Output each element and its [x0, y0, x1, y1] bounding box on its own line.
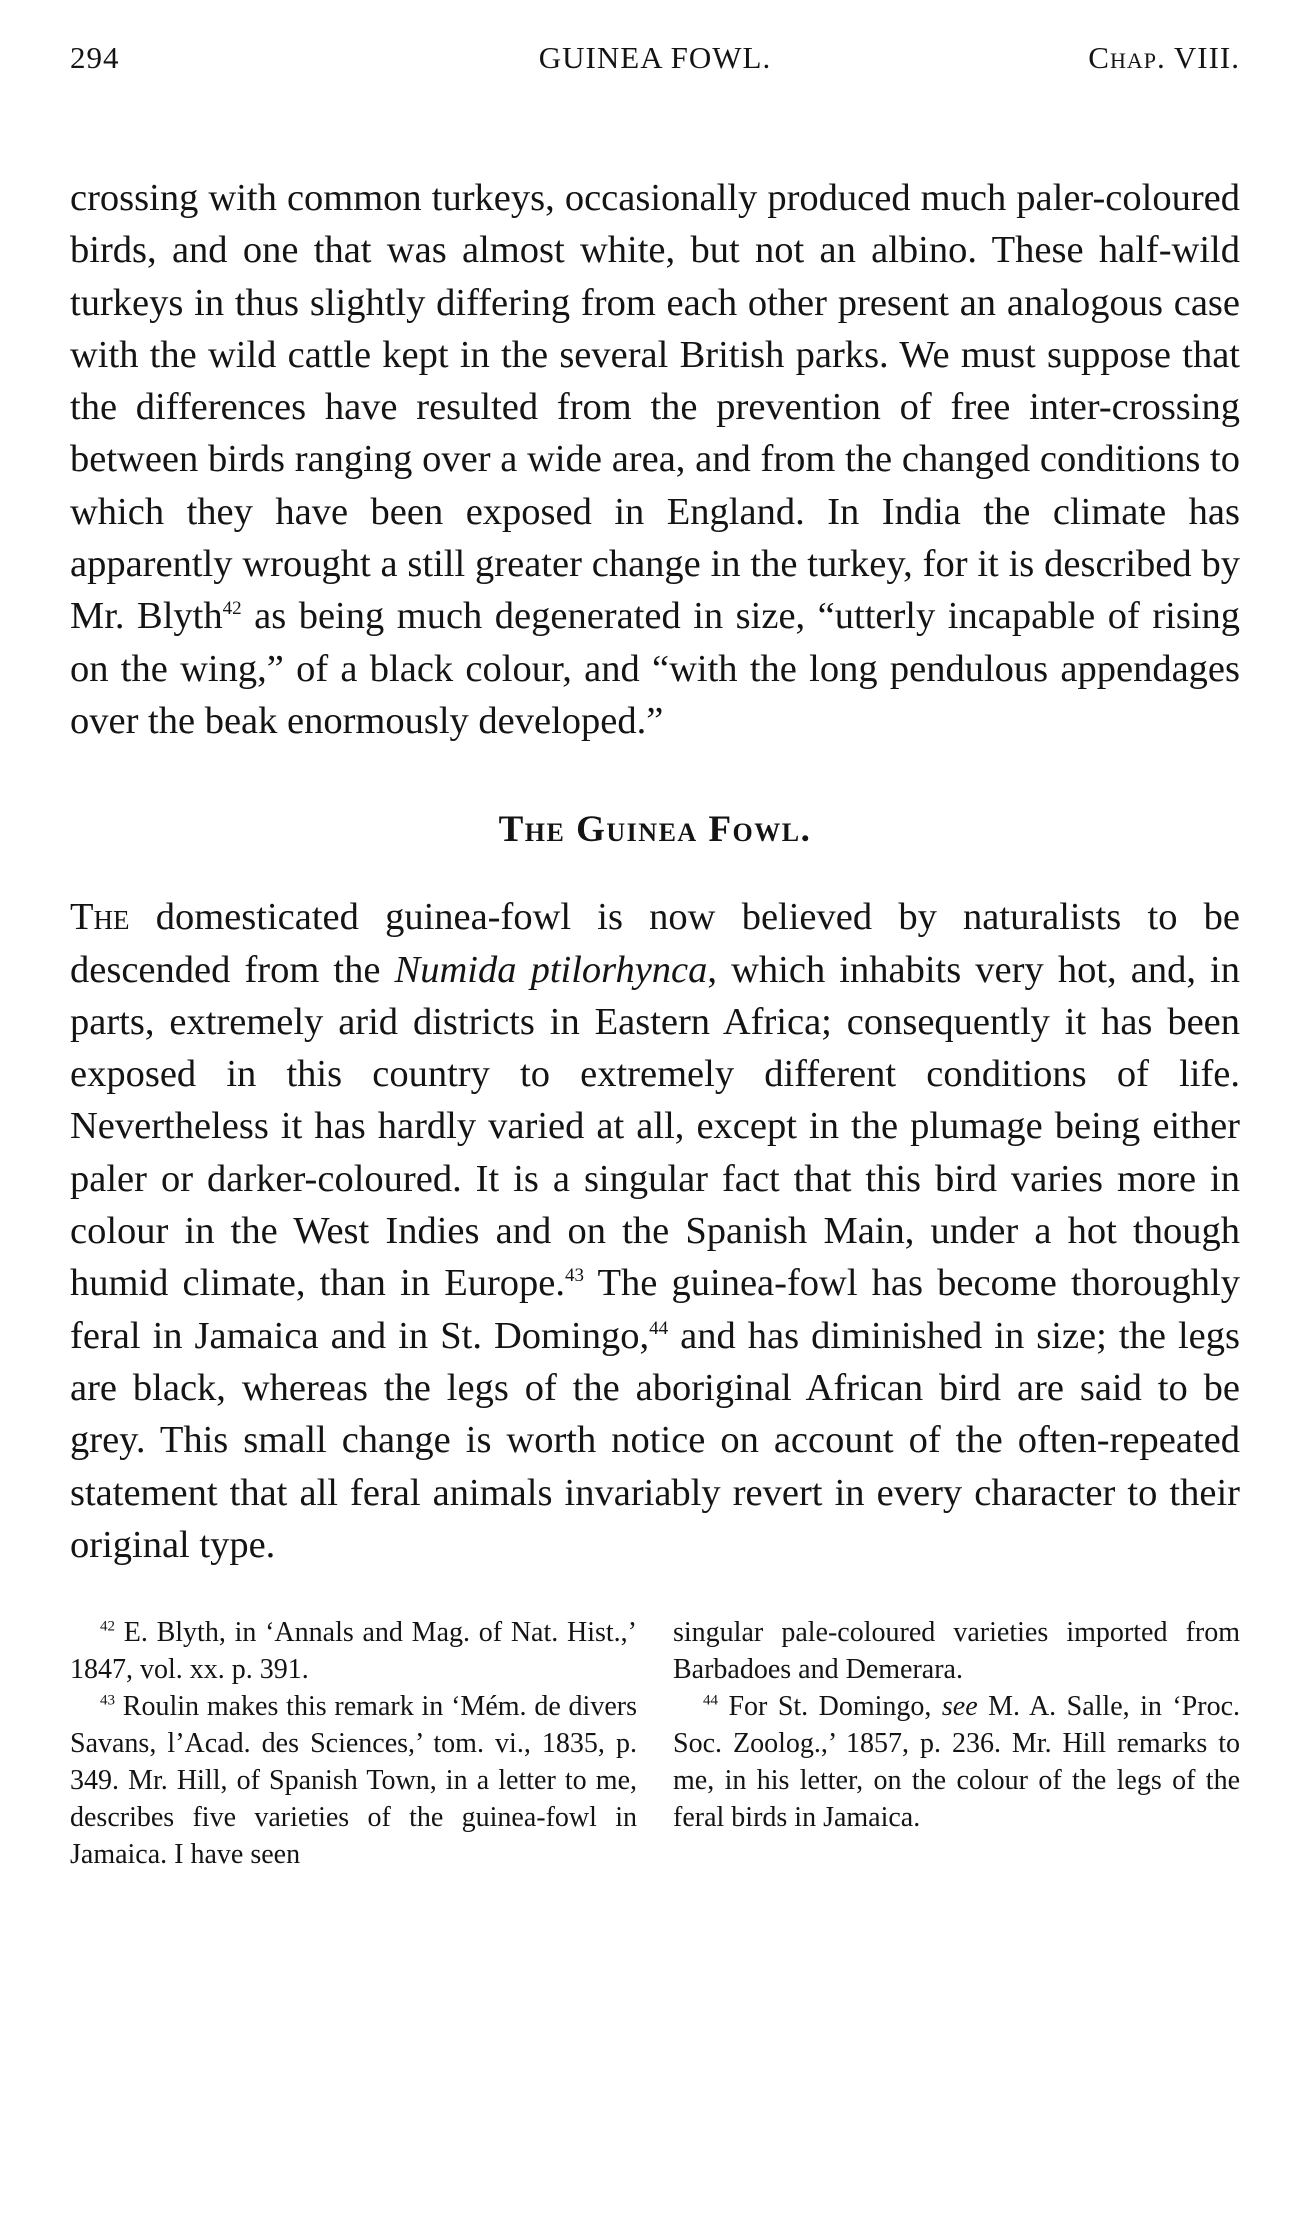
- footnote-see: see: [941, 1691, 978, 1723]
- footnote-ref-43[interactable]: 43: [565, 1265, 585, 1287]
- footnote-number: 43: [100, 1692, 115, 1709]
- footnote-ref-42[interactable]: 42: [222, 598, 242, 620]
- footnote-42: [70, 1614, 637, 1688]
- footnote-43: [70, 1688, 637, 1873]
- paragraph-turkey-continued: [70, 172, 1240, 747]
- footnote-text: E. Blyth, in ‘Annals and Mag. of Nat. Hist.,’ 1847, vol. xx. p. 391.: [70, 1617, 637, 1686]
- footnote-number: 42: [100, 1618, 115, 1635]
- paragraph-text: and has diminished in size; the legs are black, whereas the legs of the aboriginal African bird are said to be grey. This small change is worth notice on account of the often-repeated statement that all feral animals invariably revert in every character to their original type.: [70, 1314, 1240, 1566]
- footnote-number: 44: [703, 1692, 718, 1709]
- paragraph-text: , which inhabits very hot, and, in parts, extremely arid districts in Eastern Africa; consequently it has been exposed in this country to extremely different conditions of life. Nevertheless it has hardly varied at all, except in the plumage being either paler or darker-coloured. It is a singular fact that this bird varies more in colour in the West Indies and on the Spanish Main, under a hot though humid climate, than in Europe.: [70, 948, 1241, 1305]
- footnote-column-right: [673, 1614, 1240, 1873]
- page-number: 294: [70, 40, 120, 75]
- running-header: [70, 40, 1240, 90]
- footnote-43-continued: singular pale-coloured varieties imported from Barbadoes and Demerara.: [673, 1617, 1240, 1686]
- running-title: GUINEA FOWL.: [538, 40, 772, 75]
- footnote-text: For St. Domingo,: [718, 1691, 942, 1723]
- species-name: Numida ptilorhynca: [394, 948, 708, 991]
- footnotes: [70, 1614, 1240, 1873]
- footnote-44: [673, 1688, 1240, 1836]
- footnote-text: M. A. Salle, in ‘Proc. Soc. Zoolog.,’ 1857, p. 236. Mr. Hill remarks to me, in his letter, on the colour of the legs of the feral birds in Jamaica.: [673, 1691, 1240, 1834]
- paragraph-lead-word: The: [70, 896, 130, 939]
- footnote-text: Roulin makes this remark in ‘Mém. de divers Savans, l’Acad. des Sciences,’ tom. vi., 1835, p. 349. Mr. Hill, of Spanish Town, in a letter to me, describes five varieties of the guinea-fowl in Jamaica. I have seen: [70, 1691, 637, 1871]
- paragraph-text: as being much degenerated in size, “utterly incapable of rising on the wing,” of a black colour, and “with the long pendulous appendages over the beak enormously developed.”: [70, 595, 1241, 742]
- paragraph-guinea-fowl: [70, 891, 1240, 1571]
- paragraph-text: crossing with common turkeys, occasionally produced much paler-coloured birds, and one that was almost white, but not an albino. These half-wild turkeys in thus slightly differing from each other present an analogous case with the wild cattle kept in the several British parks. We must suppose that the differences have resulted from the prevention of free inter-crossing between birds ranging over a wide area, and from the changed conditions to which they have been exposed in England. In India the climate has apparently wrought a still greater change in the turkey, for it is described by Mr. Blyth: [70, 177, 1240, 638]
- footnote-column-left: [70, 1614, 637, 1873]
- book-page: [70, 40, 1240, 1873]
- section-heading: The Guinea Fowl.: [498, 809, 812, 851]
- footnote-ref-44[interactable]: 44: [649, 1317, 669, 1339]
- chapter-label: Chap. VIII.: [1088, 40, 1240, 75]
- paragraph-text: The guinea-fowl has become thoroughly feral in Jamaica and in St. Domingo,: [70, 1262, 1241, 1357]
- paragraph-text: domesticated guinea-fowl is now believed by naturalists to be descended from the: [70, 896, 1240, 991]
